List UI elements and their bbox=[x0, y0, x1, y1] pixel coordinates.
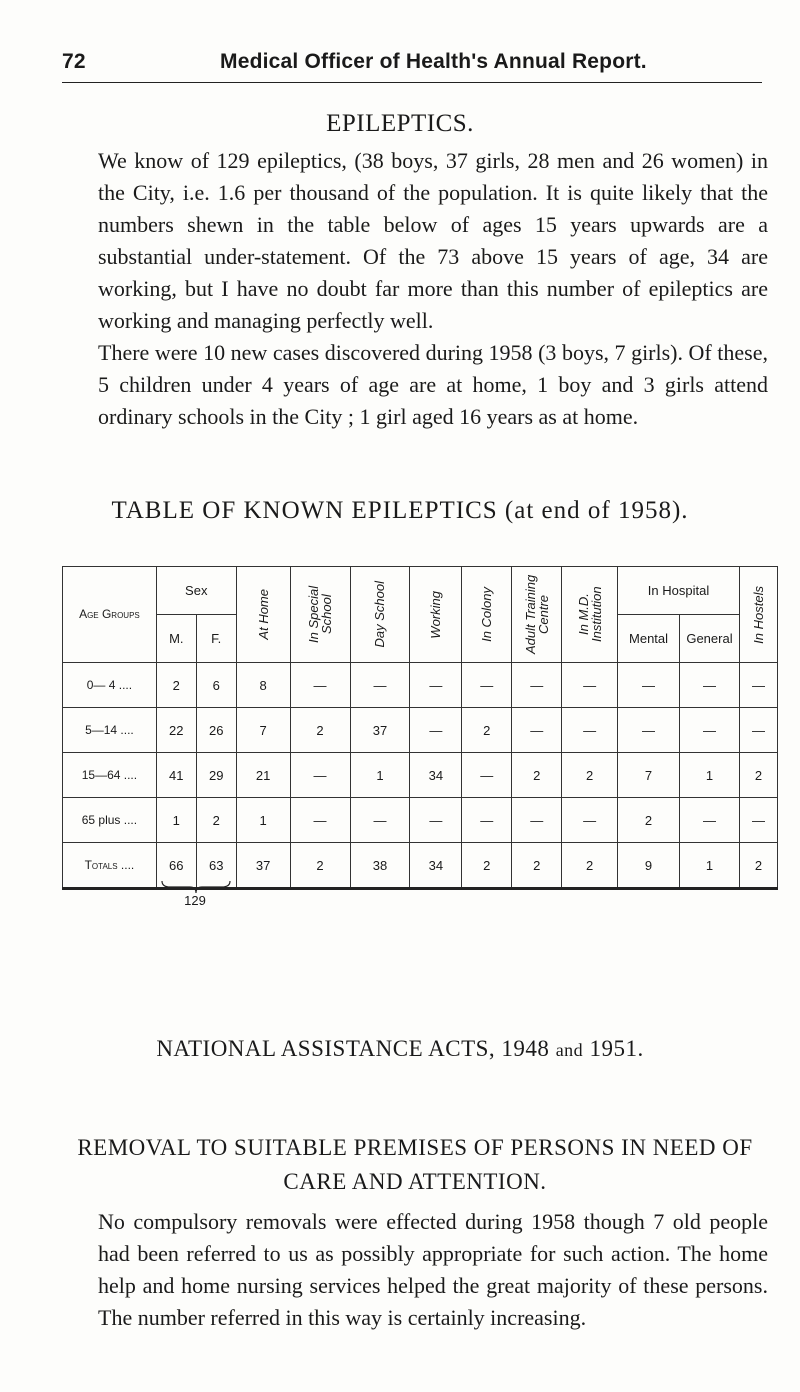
f-cell: 6 bbox=[196, 663, 236, 708]
paragraph-text: There were 10 new cases discovered during 1958 (3 boys, 7 girls). Of these, 5 children under 4 years of age are at home, 1 boy and 3 girls attend ordinary schools in the City ; 1 girl aged 16 years as at home. bbox=[98, 340, 768, 429]
md-cell: 2 bbox=[562, 753, 618, 798]
sex-total: 129 bbox=[184, 893, 206, 908]
epileptics-paragraph-1 bbox=[62, 145, 768, 337]
header-text: In Hostels bbox=[750, 585, 766, 644]
mental-header: Mental bbox=[618, 615, 680, 663]
home-cell: 21 bbox=[236, 753, 290, 798]
working-cell: — bbox=[410, 708, 462, 753]
colony-cell: 2 bbox=[462, 708, 512, 753]
home-cell: 1 bbox=[236, 798, 290, 843]
heading-end: 1951. bbox=[589, 1036, 644, 1061]
m-cell: 66 bbox=[156, 843, 196, 889]
mental-cell: — bbox=[618, 663, 680, 708]
running-title: Medical Officer of Health's Annual Report. bbox=[220, 50, 647, 73]
removal-heading: REMOVAL TO SUITABLE PREMISES OF PERSONS IN NEED OF CARE AND ATTENTION. bbox=[77, 1135, 753, 1194]
mental-cell: — bbox=[618, 708, 680, 753]
f-cell: 63 bbox=[196, 843, 236, 889]
removal-paragraph bbox=[62, 1206, 768, 1334]
working-cell: 34 bbox=[410, 843, 462, 889]
colony-cell: — bbox=[462, 753, 512, 798]
colony-cell: 2 bbox=[462, 843, 512, 889]
paragraph-text: No compulsory removals were effected during 1958 though 7 old people had been referred to us as possibly appropriate for such action. The home help and home nursing services helped the great majority of these persons. The number referred in this way is certainly increasing. bbox=[98, 1209, 768, 1330]
day-cell: 38 bbox=[350, 843, 410, 889]
table-title: TABLE OF KNOWN EPILEPTICS (at end of 1958). bbox=[111, 497, 689, 524]
md-cell: 2 bbox=[562, 843, 618, 889]
page-header bbox=[62, 48, 762, 83]
hostels-cell: 2 bbox=[739, 753, 777, 798]
md-institution-header bbox=[562, 567, 618, 663]
general-cell: — bbox=[680, 663, 740, 708]
special-cell: — bbox=[290, 798, 350, 843]
header-text: At Home bbox=[255, 589, 271, 640]
header-text: Day School bbox=[372, 581, 388, 648]
table-row bbox=[63, 798, 778, 843]
m-cell: 22 bbox=[156, 708, 196, 753]
home-cell: 37 bbox=[236, 843, 290, 889]
epileptics-table bbox=[62, 566, 778, 890]
mental-cell: 7 bbox=[618, 753, 680, 798]
hostels-header bbox=[739, 567, 777, 663]
age-group-cell: 5—14 .... bbox=[63, 708, 157, 753]
general-cell: — bbox=[680, 798, 740, 843]
training-cell: — bbox=[512, 798, 562, 843]
colony-cell: — bbox=[462, 663, 512, 708]
general-cell: — bbox=[680, 708, 740, 753]
special-cell: 2 bbox=[290, 708, 350, 753]
training-cell: — bbox=[512, 708, 562, 753]
mental-cell: 2 bbox=[618, 798, 680, 843]
age-group-cell: 15—64 .... bbox=[63, 753, 157, 798]
hostels-cell: 2 bbox=[739, 843, 777, 889]
in-hospital-header: In Hospital bbox=[618, 567, 740, 615]
general-header: General bbox=[680, 615, 740, 663]
hostels-cell: — bbox=[739, 798, 777, 843]
header-text: In Colony bbox=[479, 587, 495, 642]
national-assistance-heading bbox=[0, 1032, 800, 1067]
home-cell: 7 bbox=[236, 708, 290, 753]
table-row bbox=[63, 753, 778, 798]
sex-header: Sex bbox=[156, 567, 236, 615]
hostels-cell: — bbox=[739, 663, 777, 708]
special-cell: — bbox=[290, 753, 350, 798]
header-text: In Special School bbox=[306, 585, 335, 644]
f-cell: 2 bbox=[196, 798, 236, 843]
general-cell: 1 bbox=[680, 843, 740, 889]
male-header: M. bbox=[156, 615, 196, 663]
working-cell: — bbox=[410, 663, 462, 708]
table-row bbox=[63, 663, 778, 708]
m-cell: 1 bbox=[156, 798, 196, 843]
age-group-cell: 65 plus .... bbox=[63, 798, 157, 843]
day-cell: 1 bbox=[350, 753, 410, 798]
paragraph-text: We know of 129 epileptics, (38 boys, 37 girls, 28 men and 26 women) in the City, i.e. 1.6 per thousand of the population. It is quite likely that the numbers shewn in the table below of ages 15 years upwards are a substantial under-statement. Of the 73 above 15 years of age, 34 are working, but I have no doubt far more than this number of epileptics are working and managing perfectly well. bbox=[98, 148, 768, 333]
sex-total-brace bbox=[160, 880, 232, 894]
md-cell: — bbox=[562, 663, 618, 708]
page-number: 72 bbox=[62, 50, 86, 73]
m-cell: 2 bbox=[156, 663, 196, 708]
md-cell: — bbox=[562, 798, 618, 843]
working-header bbox=[410, 567, 462, 663]
f-cell: 26 bbox=[196, 708, 236, 753]
working-cell: 34 bbox=[410, 753, 462, 798]
special-cell: 2 bbox=[290, 843, 350, 889]
day-cell: 37 bbox=[350, 708, 410, 753]
hostels-cell: — bbox=[739, 708, 777, 753]
m-cell: 41 bbox=[156, 753, 196, 798]
general-cell: 1 bbox=[680, 753, 740, 798]
colony-cell: — bbox=[462, 798, 512, 843]
heading-and: and bbox=[555, 1040, 584, 1060]
epileptics-heading: EPILEPTICS. bbox=[326, 110, 474, 137]
colony-header bbox=[462, 567, 512, 663]
special-school-header bbox=[290, 567, 350, 663]
table-body bbox=[63, 663, 778, 889]
training-cell: — bbox=[512, 663, 562, 708]
md-cell: — bbox=[562, 708, 618, 753]
female-header: F. bbox=[196, 615, 236, 663]
epileptics-paragraph-2 bbox=[62, 337, 768, 433]
at-home-header bbox=[236, 567, 290, 663]
day-school-header bbox=[350, 567, 410, 663]
training-cell: 2 bbox=[512, 753, 562, 798]
home-cell: 8 bbox=[236, 663, 290, 708]
age-group-cell: 0— 4 .... bbox=[63, 663, 157, 708]
header-text: Adult Training Centre bbox=[522, 574, 551, 655]
header-text: In M.D. Institution bbox=[575, 586, 604, 643]
f-cell: 29 bbox=[196, 753, 236, 798]
age-groups-header: Age Groups bbox=[63, 567, 157, 663]
age-group-cell: Totals .... bbox=[63, 843, 157, 889]
day-cell: — bbox=[350, 798, 410, 843]
training-centre-header bbox=[512, 567, 562, 663]
heading-main: NATIONAL ASSISTANCE ACTS, 1948 bbox=[156, 1036, 550, 1061]
special-cell: — bbox=[290, 663, 350, 708]
working-cell: — bbox=[410, 798, 462, 843]
day-cell: — bbox=[350, 663, 410, 708]
table-row bbox=[63, 708, 778, 753]
header-text: Working bbox=[428, 590, 444, 639]
mental-cell: 9 bbox=[618, 843, 680, 889]
training-cell: 2 bbox=[512, 843, 562, 889]
